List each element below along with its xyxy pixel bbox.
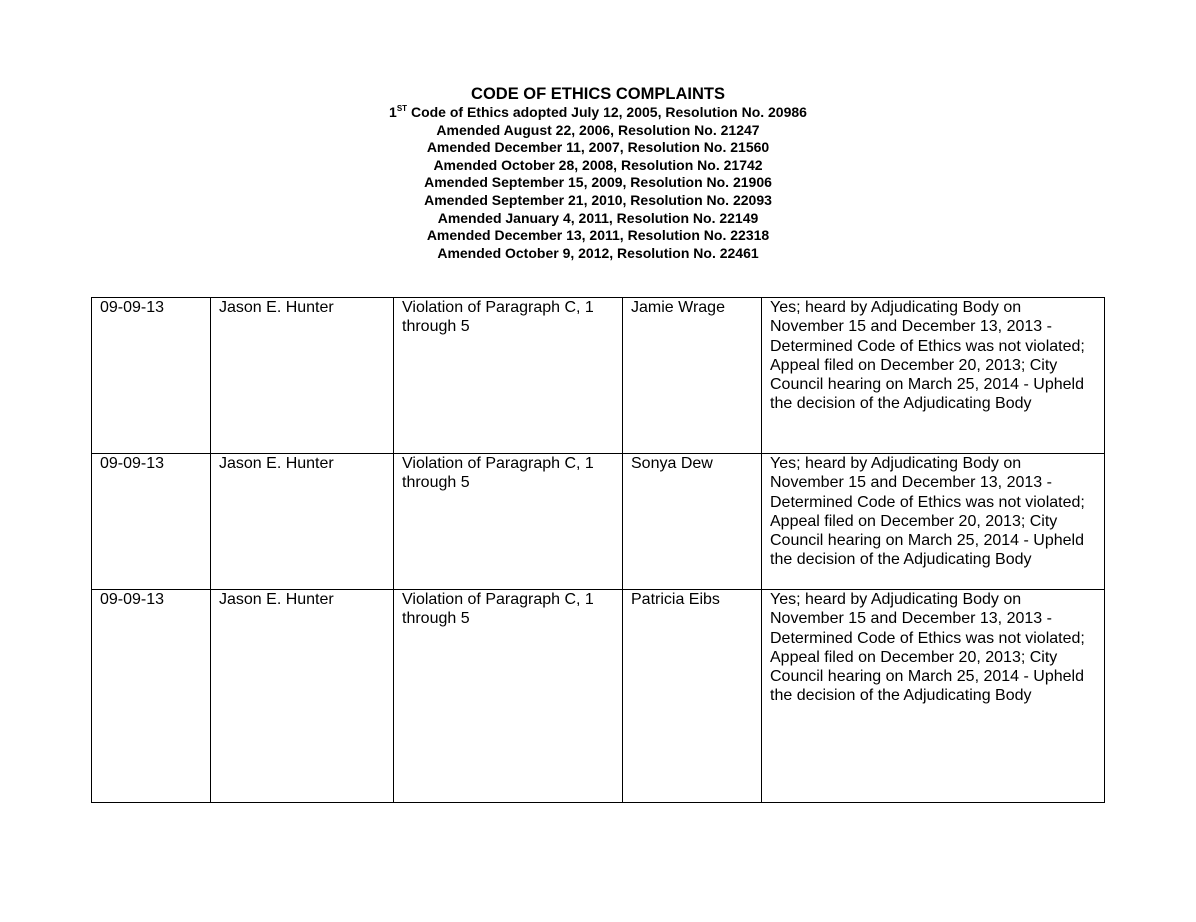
respondent-cell: Sonya Dew xyxy=(623,454,762,590)
disposition-cell: Yes; heard by Adjudicating Body on November 15 and December 13, 2013 - Determined Code of Ethics was not violated; Appeal filed on December 20, 2013; City Council hearing on March 25, 2014 - Upheld the decision of the Adjudicating Body xyxy=(762,590,1105,803)
complainant-cell: Jason E. Hunter xyxy=(211,590,394,803)
amendment-line: Amended October 28, 2008, Resolution No. 21742 xyxy=(433,156,763,173)
respondent-cell: Jamie Wrage xyxy=(623,298,762,454)
allegation-cell: Violation of Paragraph C, 1 through 5 xyxy=(394,590,623,803)
adoption-ordinal: 1 xyxy=(389,104,397,120)
complaints-table xyxy=(91,297,1105,803)
resolution-history xyxy=(0,104,1196,262)
amendment-line: Amended December 11, 2007, Resolution No. 21560 xyxy=(426,139,770,156)
disposition-cell: Yes; heard by Adjudicating Body on November 15 and December 13, 2013 - Determined Code of Ethics was not violated; Appeal filed on December 20, 2013; City Council hearing on March 25, 2014 - Upheld the decision of the Adjudicating Body xyxy=(762,454,1105,590)
table-row xyxy=(92,454,1105,590)
respondent-cell: Patricia Eibs xyxy=(623,590,762,803)
adoption-text: Code of Ethics adopted July 12, 2005, Resolution No. 20986 xyxy=(407,104,807,120)
adoption-ordinal-suffix: ST xyxy=(396,104,408,113)
allegation-cell: Violation of Paragraph C, 1 through 5 xyxy=(394,454,623,590)
amendment-line: Amended August 22, 2006, Resolution No. 21247 xyxy=(436,121,760,138)
disposition-cell: Yes; heard by Adjudicating Body on November 15 and December 13, 2013 - Determined Code of Ethics was not violated; Appeal filed on December 20, 2013; City Council hearing on March 25, 2014 - Upheld the decision of the Adjudicating Body xyxy=(762,298,1105,454)
page-title: CODE OF ETHICS COMPLAINTS xyxy=(471,85,725,103)
amendment-line: Amended December 13, 2011, Resolution No. 22318 xyxy=(426,227,770,244)
amendment-line: Amended September 15, 2009, Resolution No. 21906 xyxy=(424,174,772,191)
date-cell: 09-09-13 xyxy=(92,590,211,803)
amendment-line: Amended January 4, 2011, Resolution No. 22149 xyxy=(437,209,759,226)
complainant-cell: Jason E. Hunter xyxy=(211,454,394,590)
complainant-cell: Jason E. Hunter xyxy=(211,298,394,454)
table-row xyxy=(92,298,1105,454)
adoption-line xyxy=(0,104,1196,122)
amendment-line: Amended September 21, 2010, Resolution No. 22093 xyxy=(424,191,772,208)
table-row xyxy=(92,590,1105,803)
document-header xyxy=(0,84,1196,262)
amendment-line: Amended October 9, 2012, Resolution No. 22461 xyxy=(437,244,759,261)
date-cell: 09-09-13 xyxy=(92,298,211,454)
allegation-cell: Violation of Paragraph C, 1 through 5 xyxy=(394,298,623,454)
date-cell: 09-09-13 xyxy=(92,454,211,590)
